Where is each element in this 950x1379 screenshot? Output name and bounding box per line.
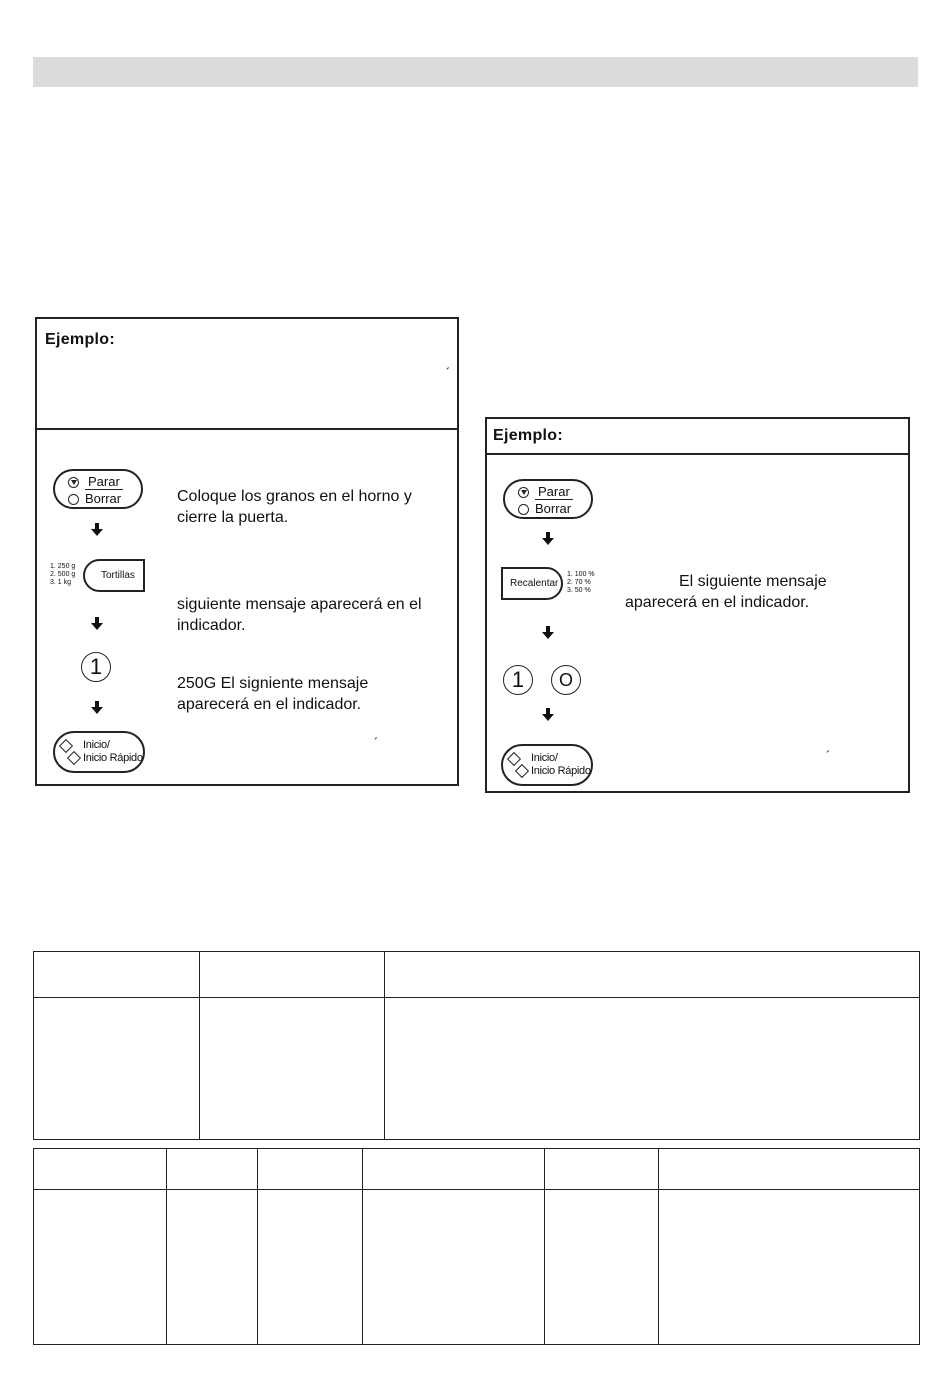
start-icon	[507, 752, 521, 766]
table-header-row	[34, 952, 920, 998]
table-cell	[363, 1149, 545, 1190]
clear-icon	[518, 504, 529, 515]
quick-start-label: Inicio Rápido	[531, 765, 591, 777]
start-icon	[59, 739, 73, 753]
table-cell	[363, 1190, 545, 1345]
table-cell	[34, 998, 200, 1140]
right-example-divider	[487, 453, 908, 455]
reheat-option: 1. 100 %	[567, 571, 595, 578]
table-cell	[659, 1149, 920, 1190]
table-row	[34, 1190, 920, 1345]
left-accent-mark: ´	[446, 365, 451, 380]
reheat-label: Recalentar	[510, 578, 559, 589]
table-upper	[33, 951, 920, 1140]
tortillas-option: 1. 250 g	[50, 563, 76, 570]
table-cell	[34, 1149, 167, 1190]
table-cell	[545, 1149, 659, 1190]
left-step2-text: siguiente mensaje aparecerá en el indicador.	[177, 596, 422, 634]
left-example-title: Ejemplo:	[45, 331, 115, 348]
reheat-button[interactable]	[501, 567, 563, 600]
table-cell	[200, 998, 385, 1140]
digit-1-button[interactable]: 1	[503, 665, 533, 695]
table-cell	[167, 1190, 258, 1345]
start-label: Inicio/	[83, 739, 110, 751]
tortillas-option: 3. 1 kg	[50, 579, 72, 586]
digit-1-button[interactable]: 1	[81, 652, 111, 682]
tortillas-label: Tortillas	[101, 570, 135, 581]
reheat-options	[567, 571, 595, 595]
left-example-box	[35, 317, 459, 786]
table-lower	[33, 1148, 920, 1345]
right-step2-text: El siguiente mensaje aparecerá en el indicador.	[625, 573, 827, 611]
stop-clear-button[interactable]	[53, 469, 143, 509]
quick-start-label: Inicio Rápido	[83, 752, 143, 764]
tortillas-option: 2. 500 g	[50, 571, 76, 578]
quick-start-icon	[67, 751, 81, 765]
left-step1-text: Coloque los granos en el horno y cierre la puerta.	[177, 488, 412, 526]
right-step4-mark: ´	[826, 748, 831, 763]
right-example-title: Ejemplo:	[493, 427, 563, 444]
table-cell	[34, 952, 200, 998]
section-header-bar	[33, 57, 918, 87]
right-example-box	[485, 417, 910, 793]
table-cell	[258, 1190, 363, 1345]
start-label: Inicio/	[531, 752, 558, 764]
clear-label: Borrar	[535, 501, 572, 516]
table-cell	[385, 998, 920, 1140]
stop-clear-button[interactable]	[503, 479, 593, 519]
stop-icon	[68, 477, 79, 488]
table-cell	[385, 952, 920, 998]
clear-icon	[68, 494, 79, 505]
tortillas-options	[50, 563, 75, 587]
stop-icon	[518, 487, 529, 498]
table-cell	[167, 1149, 258, 1190]
stop-label: Parar	[85, 474, 123, 490]
table-header-row	[34, 1149, 920, 1190]
clear-label: Borrar	[85, 491, 122, 506]
left-step4-mark: ´	[374, 735, 379, 750]
start-quick-start-button[interactable]	[501, 744, 593, 786]
table-cell	[659, 1190, 920, 1345]
table-cell	[200, 952, 385, 998]
table-cell	[258, 1149, 363, 1190]
table-row	[34, 998, 920, 1140]
reheat-option: 3. 50 %	[567, 587, 591, 594]
digit-0-button[interactable]: O	[551, 665, 581, 695]
left-step3-text: 250G El signiente mensaje aparecerá en el indicador.	[177, 675, 369, 713]
stop-label: Parar	[535, 484, 573, 500]
left-example-divider	[37, 428, 457, 430]
start-quick-start-button[interactable]	[53, 731, 145, 773]
tortillas-button[interactable]	[83, 559, 145, 592]
table-cell	[34, 1190, 167, 1345]
quick-start-icon	[515, 764, 529, 778]
table-cell	[545, 1190, 659, 1345]
reheat-option: 2. 70 %	[567, 579, 591, 586]
